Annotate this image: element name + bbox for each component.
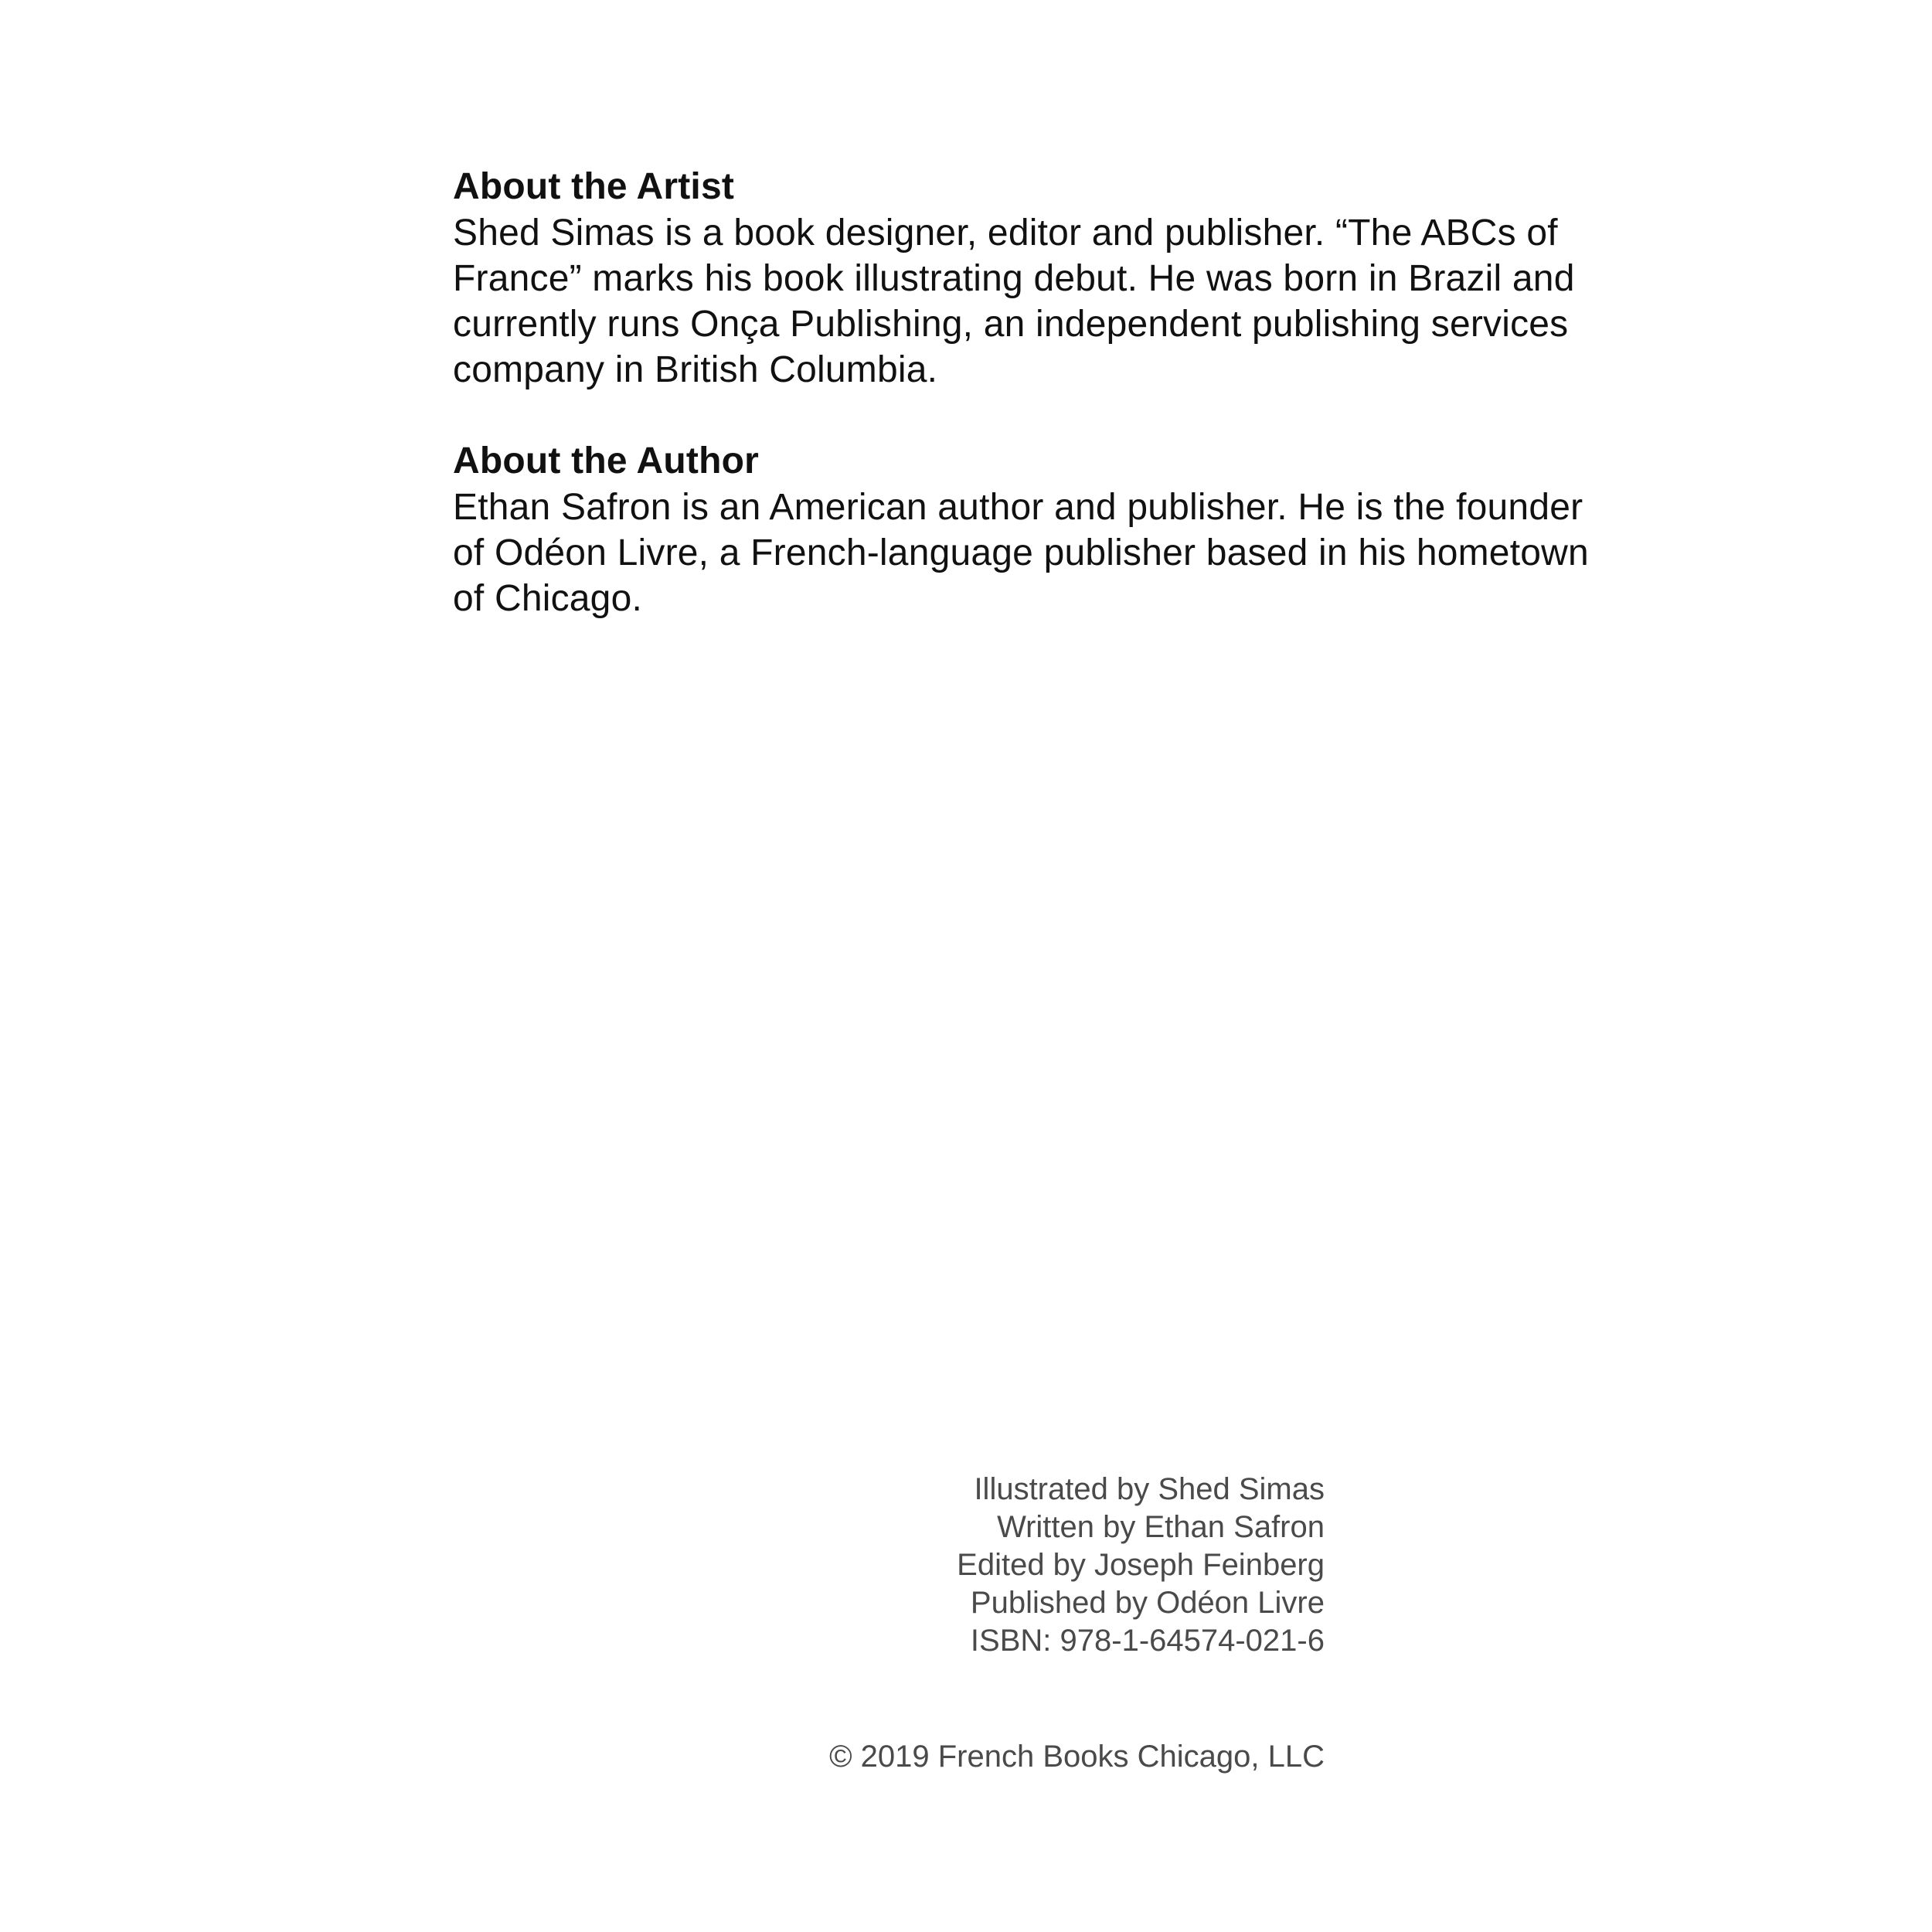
about-artist-heading: About the Artist: [453, 166, 735, 207]
about-artist-line: company in British Columbia.: [453, 349, 938, 390]
credits-block: [957, 1471, 1325, 1660]
about-author-line: of Odéon Livre, a French-language publisher based in his hometown: [453, 532, 1589, 573]
about-artist-line: Shed Simas is a book designer, editor and publisher. “The ABCs of: [453, 213, 1558, 253]
about-artist-text: [453, 210, 1674, 393]
about-author-line: of Chicago.: [453, 578, 643, 619]
isbn: ISBN: 978-1-64574-021-6: [970, 1624, 1325, 1658]
author-credit: Written by Ethan Safron: [997, 1510, 1325, 1544]
about-artist-line: France” marks his book illustrating debut. He was born in Brazil and: [453, 258, 1575, 299]
about-artist-section: [453, 164, 1674, 393]
illustrator-credit: Illustrated by Shed Simas: [974, 1472, 1325, 1506]
about-author-section: [453, 438, 1674, 621]
editor-credit: Edited by Joseph Feinberg: [957, 1548, 1325, 1582]
about-artist-line: currently runs Onça Publishing, an independent publishing services: [453, 304, 1569, 345]
about-author-heading: About the Author: [453, 440, 759, 481]
about-author-line: Ethan Safron is an American author and publisher. He is the founder: [453, 487, 1583, 528]
copyright-notice: © 2019 French Books Chicago, LLC: [829, 1740, 1325, 1774]
publisher-credit: Published by Odéon Livre: [970, 1586, 1325, 1620]
about-author-text: [453, 485, 1674, 621]
